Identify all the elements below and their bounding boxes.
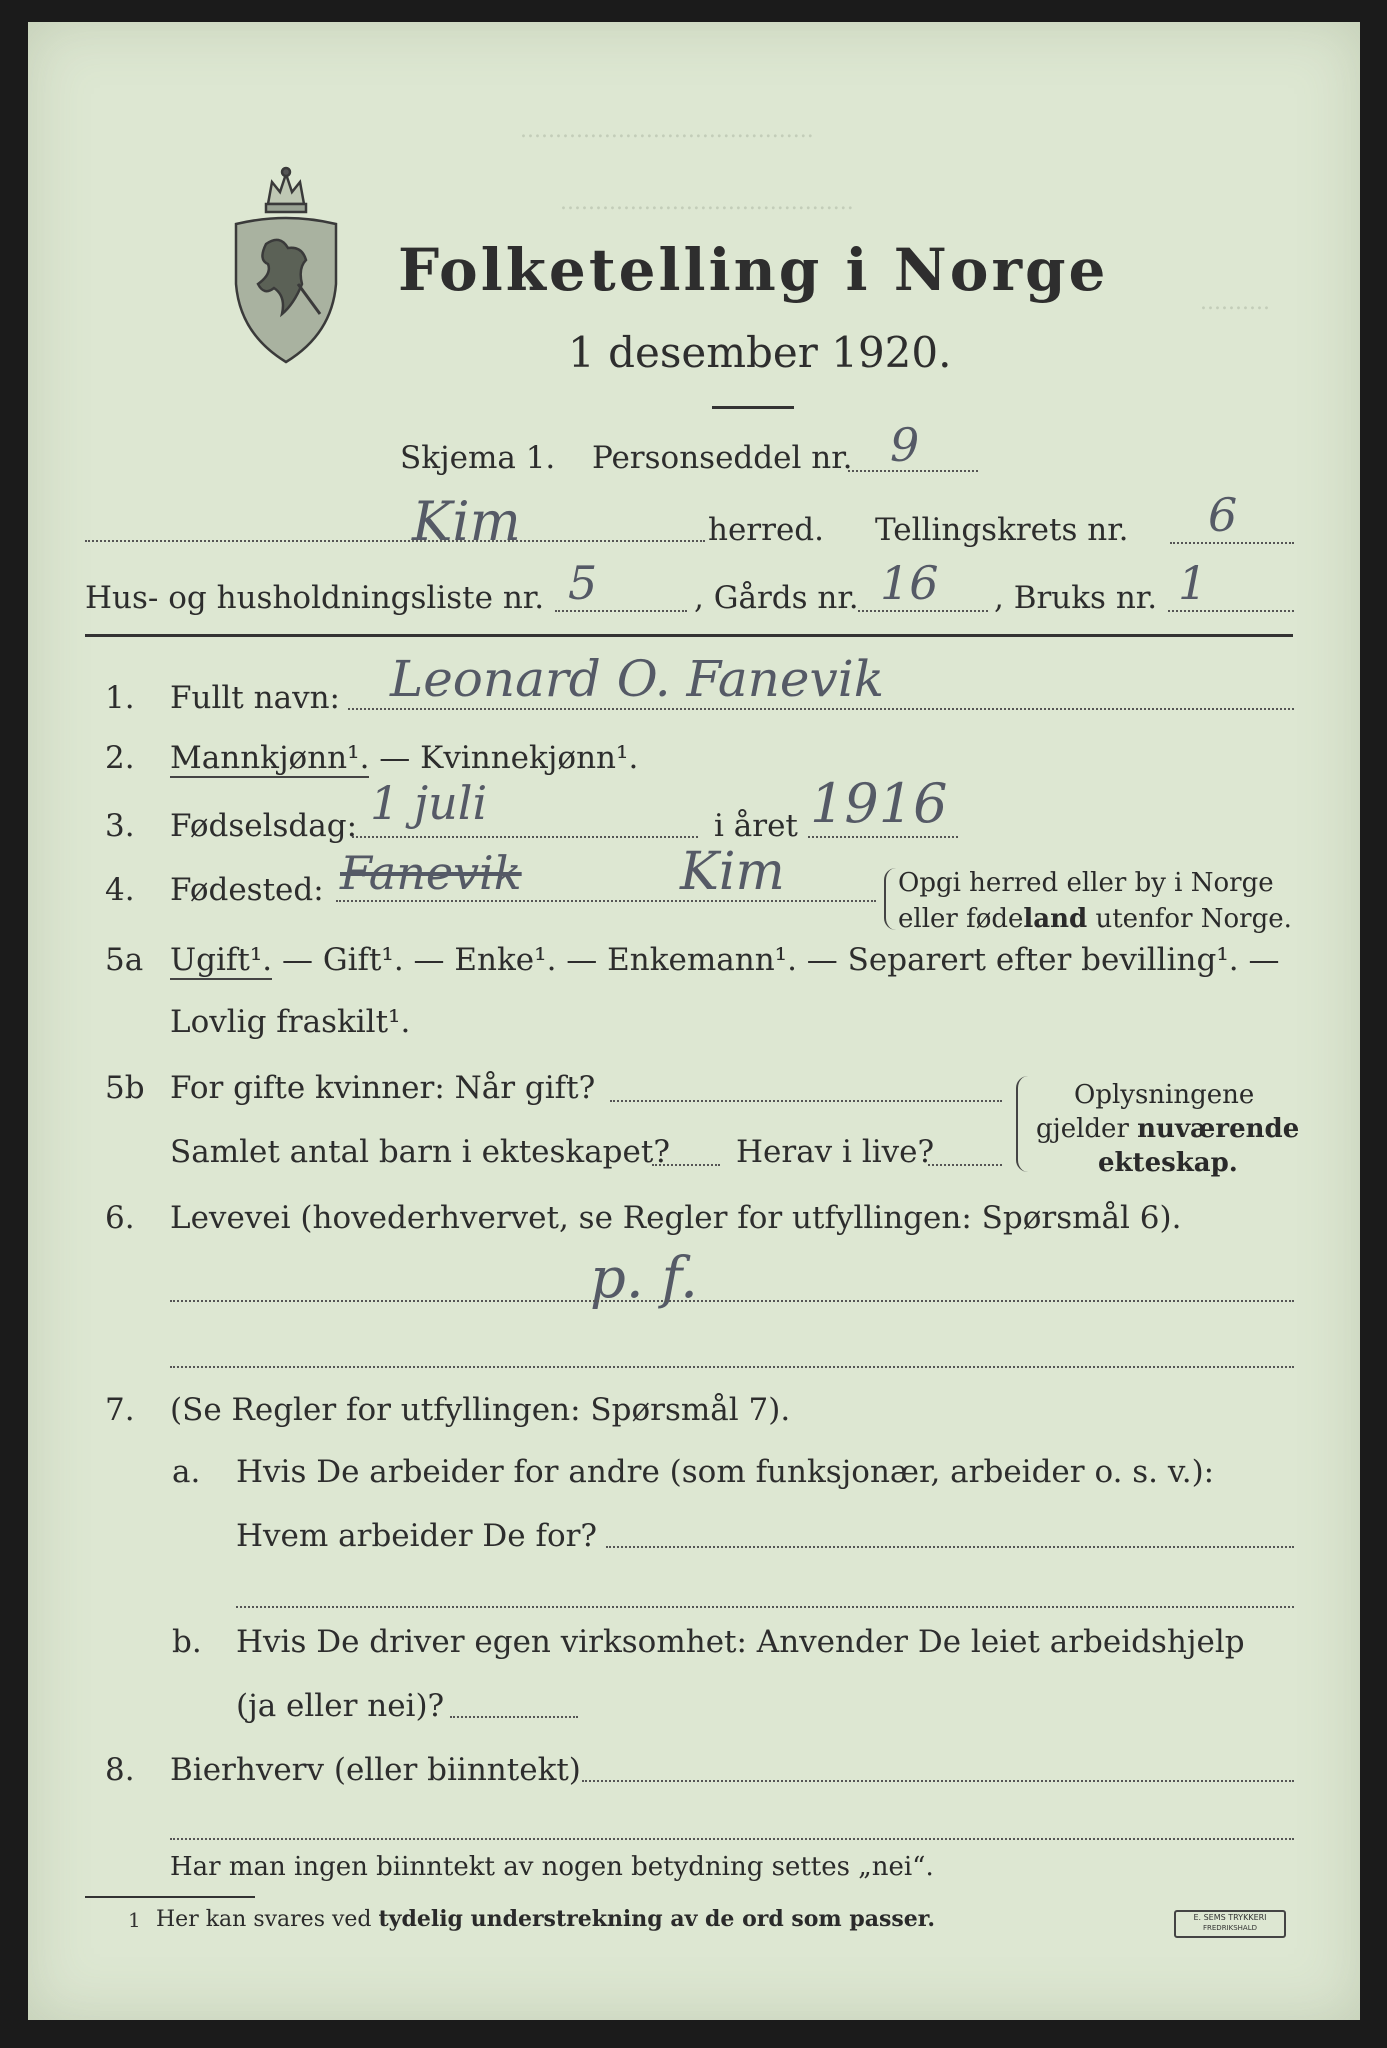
- q3-date-line: [352, 836, 698, 838]
- title-divider: [712, 406, 794, 409]
- q8-number: 8.: [105, 1752, 135, 1788]
- skjema-label: Skjema 1.: [400, 440, 556, 476]
- q4-label: Fødested:: [170, 872, 324, 908]
- footnote-text-plain: Her kan svares ved: [156, 1907, 379, 1932]
- q5b-note-text: gjelder: [1036, 1114, 1138, 1144]
- q1-number: 1.: [105, 680, 135, 716]
- q5a-marital-options: [170, 942, 1279, 978]
- bruks-label: , Bruks nr.: [994, 580, 1158, 616]
- q2-sex-options: [170, 740, 638, 776]
- q6-number: 6.: [105, 1200, 135, 1236]
- q4-number: 4.: [105, 872, 135, 908]
- q5a-number: 5a: [105, 942, 144, 978]
- q5b-note-emphasis: nuværende: [1137, 1114, 1300, 1144]
- q7-label: (Se Regler for utfyllingen: Spørsmål 7).: [170, 1392, 791, 1428]
- footnote-divider: [85, 1896, 255, 1898]
- personseddel-label: Personseddel nr.: [592, 440, 853, 476]
- q4-line: [336, 900, 876, 902]
- q5b-alive-label: Herav i live?: [736, 1134, 935, 1170]
- q3-year-label: i året: [714, 808, 798, 844]
- bruks-line: [1168, 610, 1294, 612]
- tellingskrets-line: [1170, 542, 1294, 544]
- q7b-line: [450, 1716, 578, 1718]
- census-date: 1 desember 1920.: [568, 328, 952, 377]
- printer-stamp-line2: FREDRIKSHALD: [1202, 1924, 1257, 1932]
- q2-separator: —: [369, 740, 421, 776]
- q3-number: 3.: [105, 808, 135, 844]
- q8-label: Bierhverv (eller biinntekt): [170, 1752, 581, 1788]
- q5b-children-label: Samlet antal barn i ekteskapet?: [170, 1134, 670, 1170]
- q3-year-line: [808, 836, 958, 838]
- bleed-through-text: ..........: [1200, 290, 1270, 315]
- q2-male-option: Mannkjønn¹.: [170, 740, 370, 776]
- coat-of-arms-icon: [228, 164, 344, 366]
- printer-stamp: [1174, 1910, 1286, 1938]
- q7a-letter: a.: [172, 1454, 201, 1490]
- gaards-line: [858, 610, 988, 612]
- hus-value: 5: [568, 556, 598, 610]
- q2-number: 2.: [105, 740, 135, 776]
- header-divider: [85, 634, 1293, 637]
- q2-female-option: Kvinnekjønn¹.: [420, 740, 639, 776]
- bleed-through-text: ..........................................: [560, 190, 854, 215]
- q8-line-2: [170, 1838, 1294, 1840]
- tellingskrets-value: 6: [1208, 488, 1238, 542]
- q5b-alive-line: [928, 1164, 1002, 1166]
- q5b-married-label: For gifte kvinner: Når gift?: [170, 1070, 596, 1106]
- q3-label: Fødselsdag:: [170, 808, 358, 844]
- herred-value: Kim: [412, 490, 521, 553]
- q1-label: Fullt navn:: [170, 680, 340, 716]
- q4-note-bracket: [884, 868, 896, 930]
- q7a-employer-line: [606, 1546, 1294, 1548]
- footnote-mark: 1: [128, 1908, 141, 1932]
- q4-birthplace-value: Kim: [680, 842, 785, 902]
- q7b-question: Hvis De driver egen virksomhet: Anvender De leiet arbeidshjelp: [236, 1624, 1245, 1660]
- q4-note-emphasis: land: [1023, 904, 1088, 934]
- q4-note-line2: [898, 904, 1292, 934]
- q5b-note-bracket: [1016, 1076, 1028, 1172]
- q5b-married-line: [610, 1100, 1002, 1102]
- printer-stamp-line1: E. SEMS TRYKKERI: [1193, 1913, 1267, 1922]
- bruks-value: 1: [1178, 556, 1208, 610]
- q5b-note-line1: Oplysningene: [1074, 1080, 1255, 1110]
- herred-label: herred.: [708, 512, 824, 548]
- hus-label: Hus- og husholdningsliste nr.: [85, 580, 545, 616]
- q1-line: [348, 708, 1294, 710]
- q5b-note-line3: ekteskap.: [1098, 1148, 1238, 1178]
- q4-note-text-end: utenfor Norge.: [1087, 904, 1292, 934]
- q4-note-text: eller føde: [898, 904, 1024, 934]
- q6-line-1: [170, 1300, 1294, 1302]
- herred-line: [85, 540, 705, 542]
- q3-year-value: 1916: [810, 772, 948, 835]
- q7-number: 7.: [105, 1392, 135, 1428]
- q3-birthday-value: 1 juli: [370, 776, 488, 830]
- hus-line: [555, 610, 687, 612]
- q8-line: [582, 1780, 1294, 1782]
- q1-full-name-value: Leonard O. Fanevik: [390, 650, 884, 708]
- q6-label: Levevei (hovederhvervet, se Regler for utfyllingen: Spørsmål 6).: [170, 1200, 1182, 1236]
- footnote-text-bold: tydelig understrekning av de ord som passer.: [378, 1906, 936, 1932]
- tellingskrets-label: Tellingskrets nr.: [875, 512, 1129, 548]
- q7a-question: Hvis De arbeider for andre (som funksjonær, arbeider o. s. v.):: [236, 1454, 1215, 1490]
- q5a-other-options: — Gift¹. — Enke¹. — Enkemann¹. — Separert efter bevilling¹. —: [272, 942, 1280, 978]
- q5a-divorced-option: Lovlig fraskilt¹.: [170, 1004, 411, 1040]
- personseddel-value: 9: [890, 418, 920, 472]
- q6-occupation-value: p. f.: [590, 1246, 698, 1311]
- q5b-note-line2: [1036, 1114, 1299, 1144]
- q7b-yes-no-label: (ja eller nei)?: [236, 1688, 445, 1724]
- q5b-children-line: [652, 1164, 720, 1166]
- q4-note-line1: Opgi herred eller by i Norge: [898, 868, 1274, 898]
- q7a-line-2: [236, 1606, 1294, 1608]
- bleed-through-text: ..........................................: [520, 118, 814, 143]
- q8-note: Har man ingen biinntekt av nogen betydning settes „nei“.: [170, 1852, 934, 1882]
- footnote-text: [156, 1906, 935, 1932]
- q5b-number: 5b: [105, 1070, 145, 1106]
- q7a-employer-label: Hvem arbeider De for?: [236, 1518, 598, 1554]
- q7b-letter: b.: [172, 1624, 202, 1660]
- q5a-unmarried-option: Ugift¹.: [170, 942, 273, 978]
- q6-line-2: [170, 1366, 1294, 1368]
- form-title: Folketelling i Norge: [398, 236, 1109, 304]
- gaards-value: 16: [880, 556, 939, 610]
- q4-struck-birthplace: Fanevik: [340, 846, 522, 900]
- gaards-label: , Gårds nr.: [694, 580, 859, 616]
